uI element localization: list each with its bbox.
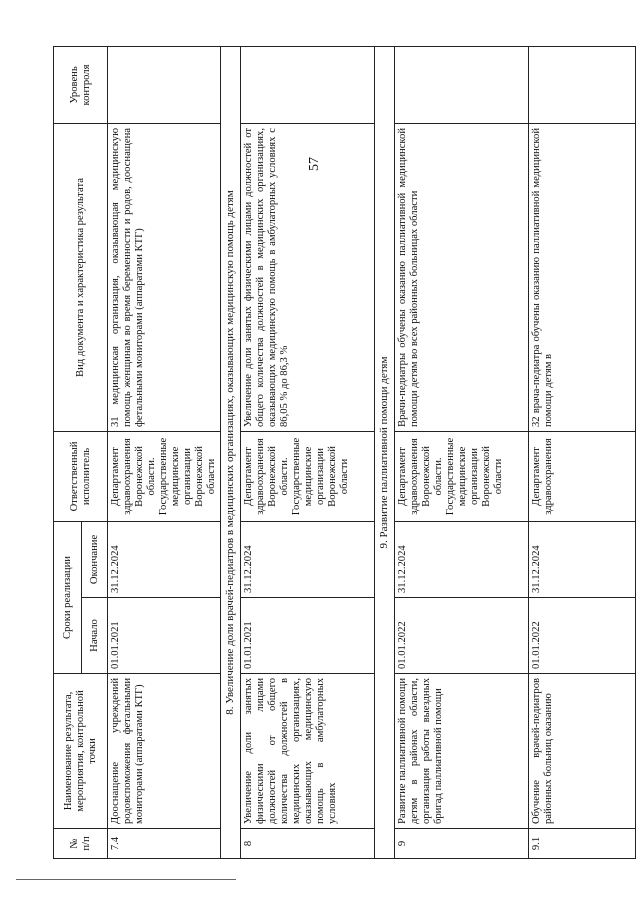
row-name: Обучение врачей-педиатров районных больниц оказанию [529,674,636,829]
row-name: Увеличение доли занятых физическими лицами должностей от общего количества должностей в медицинских организациях, оказывающих медицинскую помощь в амбулаторных условиях [241,674,375,829]
row-end: 31.12.2024 [241,522,375,598]
row-executor: Департамент здравоохранения Воронежской области. Государственные медицинские организации Воронежской области [241,432,375,522]
header-num: № п/п [54,829,108,859]
page-number: 57 [307,157,322,171]
row-start: 01.01.2021 [108,598,221,674]
row-start: 01.01.2021 [241,598,375,674]
row-doc: Врачи-педиатры обучены оказанию паллиативной медицинской помощи детям во всех районных больницах области [395,124,529,432]
row-doc: Увеличение доли занятых физическими лицами должностей от общего количества должностей в медицинских организациях, оказывающих медицинскую помощь в амбулаторных условиях с 86,05 % до 86,3 % [241,124,375,432]
header-control: Уровень контроля [54,47,108,124]
row-control [395,47,529,124]
section-row [221,47,241,859]
row-doc: 31 медицинская организация, оказывающая медицинскую помощь женщинам во время беременности и родов, дооснащена фетальными мониторами (аппаратами КТГ) [108,124,221,432]
section-title: 8. Увеличение доли врачей-педиатров в медицинских организациях, оказывающих медицинскую помощь детям [221,47,241,859]
footnote-divider [16,879,236,880]
row-num: 7.4 [108,829,221,859]
row-executor: Департамент здравоохранения Воронежской области. Государственные медицинские организации Воронежской области [108,432,221,522]
header-name: Наименование результата, мероприятия, контрольной точки [54,674,108,829]
row-num: 8 [241,829,375,859]
row-control [241,47,375,124]
row-num: 9 [395,829,529,859]
header-start: Начало [82,598,108,674]
row-start: 01.01.2022 [395,598,529,674]
table-row [108,47,221,859]
row-start: 01.01.2022 [529,598,636,674]
table-row [395,47,529,859]
plan-table [53,46,636,859]
row-end: 31.12.2024 [529,522,636,598]
row-control [529,47,636,124]
table-row [529,47,636,859]
row-name: Дооснащение учреждений родовспоможения фетальными мониторами (аппаратами КТГ) [108,674,221,829]
row-end: 31.12.2024 [395,522,529,598]
header-doc: Вид документа и характеристика результата [54,124,108,432]
section-row [375,47,395,859]
row-name: Развитие паллиативной помощи детям в районах области, организация работы выездных бригад паллиативной помощи [395,674,529,829]
header-end: Окончание [82,522,108,598]
table-row [241,47,375,859]
plan-table-container [53,47,632,859]
row-end: 31.12.2024 [108,522,221,598]
row-executor: Департамент здравоохранения Воронежской области. Государственные медицинские организации Воронежской области [395,432,529,522]
row-control [108,47,221,124]
row-doc: 32 врача-педиатра обучены оказанию паллиативной медицинской помощи детям в [529,124,636,432]
section-title: 9. Развитие паллиативной помощи детям [375,47,395,859]
header-row [54,47,82,859]
header-executor: Ответственный исполнитель [54,432,108,522]
header-terms: Сроки реализации [54,522,82,674]
row-executor: Департамент здравоохранения [529,432,636,522]
row-num: 9.1 [529,829,636,859]
